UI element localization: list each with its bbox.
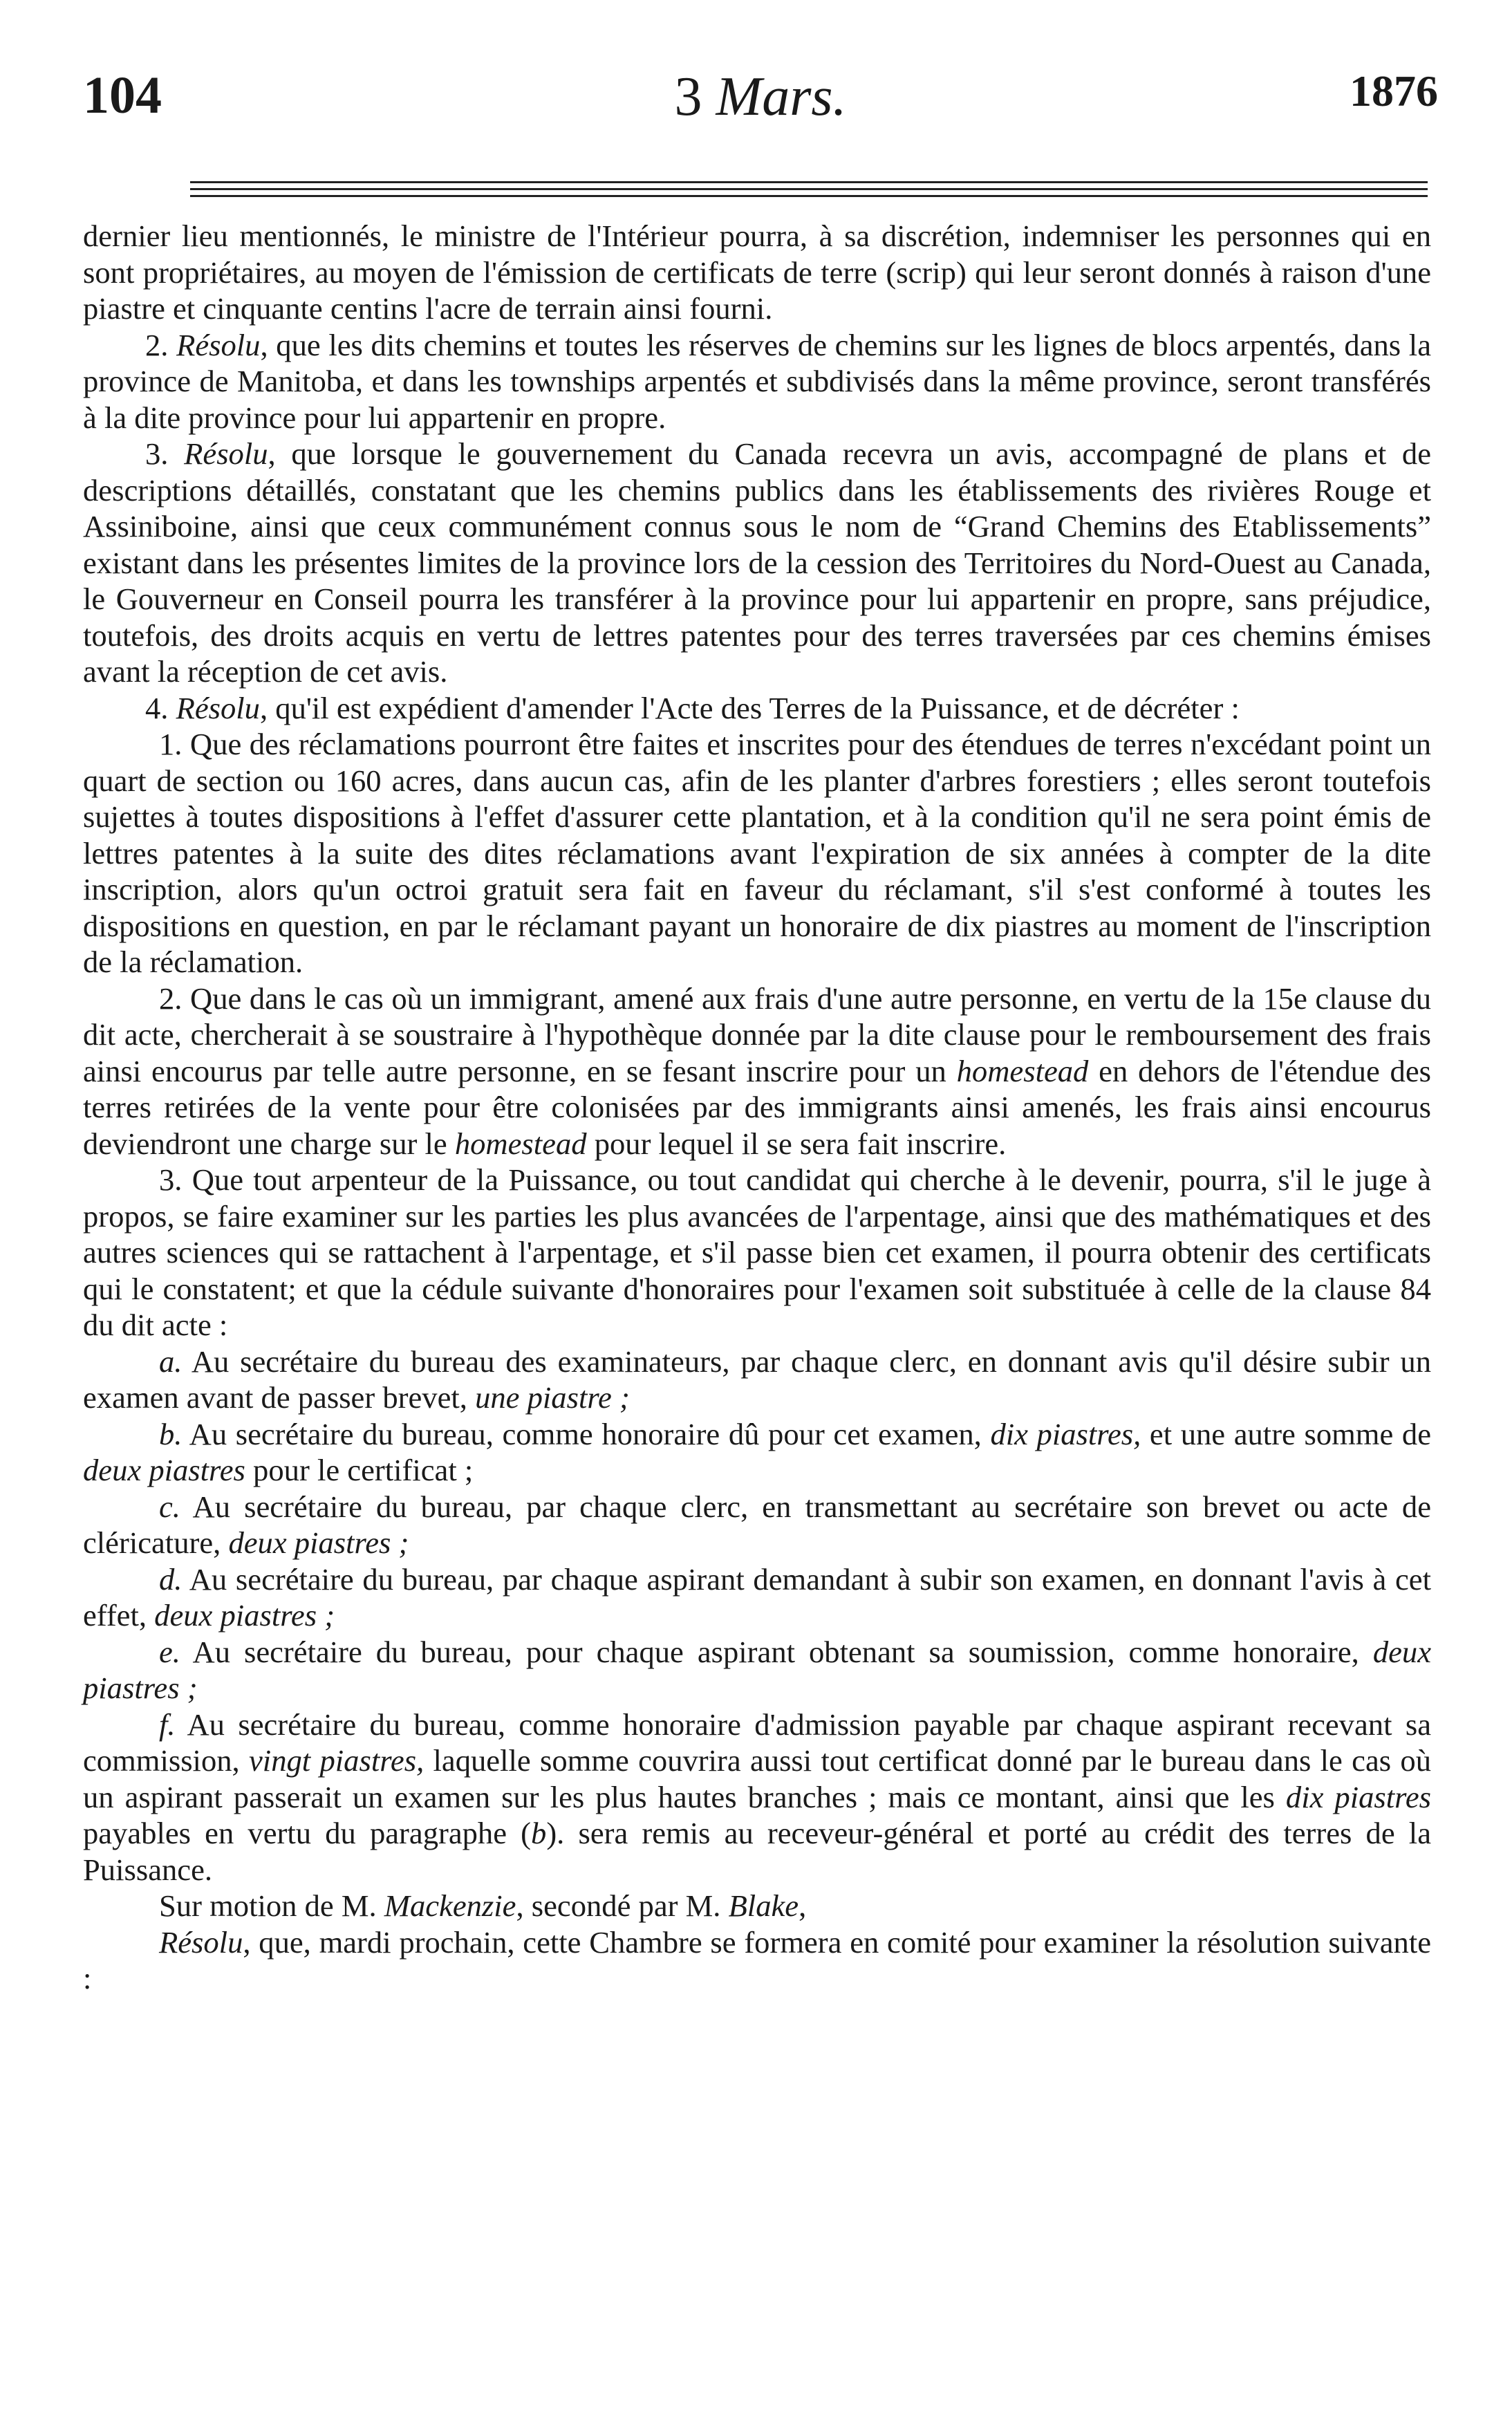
header-rule bbox=[190, 195, 1428, 197]
clause-2: 2. Que dans le cas où un immigrant, amené aux frais d'une autre personne, en vertu de la 15e clause du dit acte, chercherait à se soustraire à l'hypothèque donnée par la dite clause pour le remboursement des frais ainsi encourus par telle autre personne, en se fesant inscrire pour un homestead en dehors de l'étendue des terres retirées de la vente pour être colonisées par des immigrants ainsi amenés, les frais ainsi encourus deviendront une charge sur le homestead pour lequel il se sera fait inscrire. bbox=[83, 980, 1431, 1161]
resolution-2: 2. Résolu, que les dits chemins et toutes les réserves de chemins sur les lignes de blocs arpentés, dans la province de Manitoba, et dans les townships arpentés et subdivisés dans la même province, seront transférés à la dite province pour lui appartenir en propre. bbox=[83, 327, 1431, 435]
fee-item-c: c. Au secrétaire du bureau, par chaque clerc, en transmettant au secrétaire son brevet ou acte de cléricature, deux piastres ; bbox=[83, 1489, 1431, 1560]
fee-item-b: b. Au secrétaire du bureau, comme honoraire dû pour cet examen, dix piastres, et une autre somme de deux piastres pour le certificat ; bbox=[83, 1416, 1431, 1487]
motion-line: Sur motion de M. Mackenzie, secondé par M. Blake, bbox=[159, 1888, 807, 1923]
final-resolution: Résolu, que, mardi prochain, cette Chambre se formera en comité pour examiner la résolution suivante : bbox=[83, 1924, 1431, 1996]
running-header bbox=[83, 66, 1438, 128]
fee-item-a: a. Au secrétaire du bureau des examinateurs, par chaque clerc, en donnant avis qu'il désire subir un examen avant de passer brevet, une piastre ; bbox=[83, 1343, 1431, 1415]
fee-item-f: f. Au secrétaire du bureau, comme honoraire d'admission payable par chaque aspirant recevant sa commission, vingt piastres, laquelle somme couvrira aussi tout certificat donné par le bureau dans le cas où un aspirant passerait un examen sur les plus hautes branches ; mais ce montant, ainsi que les dix piastres payables en vertu du paragraphe (b). sera remis au receveur-général et porté au crédit des terres de la Puissance. bbox=[83, 1706, 1432, 1887]
body-text bbox=[83, 218, 1431, 1997]
paragraph-continued: dernier lieu mentionnés, le ministre de l'Intérieur pourra, à sa discrétion, indemniser les personnes qui en sont propriétaires, au moyen de l'émission de certificats de terre (scrip) qui leur seront donnés à raison d'une piastre et cinquante centins l'acre de terrain ainsi fourni. bbox=[83, 218, 1431, 326]
date-month: Mars. bbox=[716, 66, 847, 127]
header-rule bbox=[190, 188, 1428, 190]
resolution-4: 4. Résolu, qu'il est expédient d'amender l'Acte des Terres de la Puissance, et de décréter : bbox=[145, 690, 1240, 725]
clause-1: 1. Que des réclamations pourront être faites et inscrites pour des étendues de terres n'excédant point un quart de section ou 160 acres, dans aucun cas, afin de les planter d'arbres forestiers ; elles seront toutefois sujettes à toutes dispositions à l'effet d'assurer cette plantation, et à la condition qu'il ne sera point émis de lettres patentes à la suite des dites réclamations avant l'expiration de six années à compter de la dite inscription, alors qu'un octroi gratuit sera fait en faveur du réclamant, s'il s'est conformé à toutes les dispositions en question, en par le réclamant payant un honoraire de dix piastres au moment de l'inscription de la réclamation. bbox=[83, 727, 1431, 979]
year: 1876 bbox=[1350, 66, 1438, 115]
header-rule bbox=[190, 181, 1428, 183]
fee-item-e: e. Au secrétaire du bureau, pour chaque aspirant obtenant sa soumission, comme honoraire, deux piastres ; bbox=[83, 1634, 1431, 1705]
page-number: 104 bbox=[83, 66, 162, 124]
date-day: 3 bbox=[674, 66, 702, 127]
resolution-3: 3. Résolu, que lorsque le gouvernement du Canada recevra un avis, accompagné de plans et de descriptions détaillés, constatant que les chemins publics dans les établissements des rivières Rouge et Assiniboine, ainsi que ceux communément connus sous le nom de “Grand Chemins des Etablissements” existant dans les présentes limites de la province lors de la cession des Territoires du Nord-Ouest au Canada, le Gouverneur en Conseil pourra les transférer à la province pour lui appartenir en propre, sans préjudice, toutefois, des droits acquis en vertu de lettres patentes pour des terres traversées par ces chemins émises avant la réception de cet avis. bbox=[83, 436, 1432, 689]
fee-item-d: d. Au secrétaire du bureau, par chaque aspirant demandant à subir son examen, en donnant l'avis à cet effet, deux piastres ; bbox=[83, 1561, 1431, 1633]
clause-3: 3. Que tout arpenteur de la Puissance, ou tout candidat qui cherche à le devenir, pourra, s'il le juge à propos, se faire examiner sur les parties les plus avancées de l'arpentage, ainsi que des mathématiques et des autres sciences qui se rattachent à l'arpentage, et s'il passe bien cet examen, il pourra obtenir des certificats qui le constatent; et que la cédule suivante d'honoraires pour l'examen soit substituée à celle de la clause 84 du dit acte : bbox=[83, 1162, 1431, 1342]
running-title-date bbox=[83, 66, 1438, 129]
